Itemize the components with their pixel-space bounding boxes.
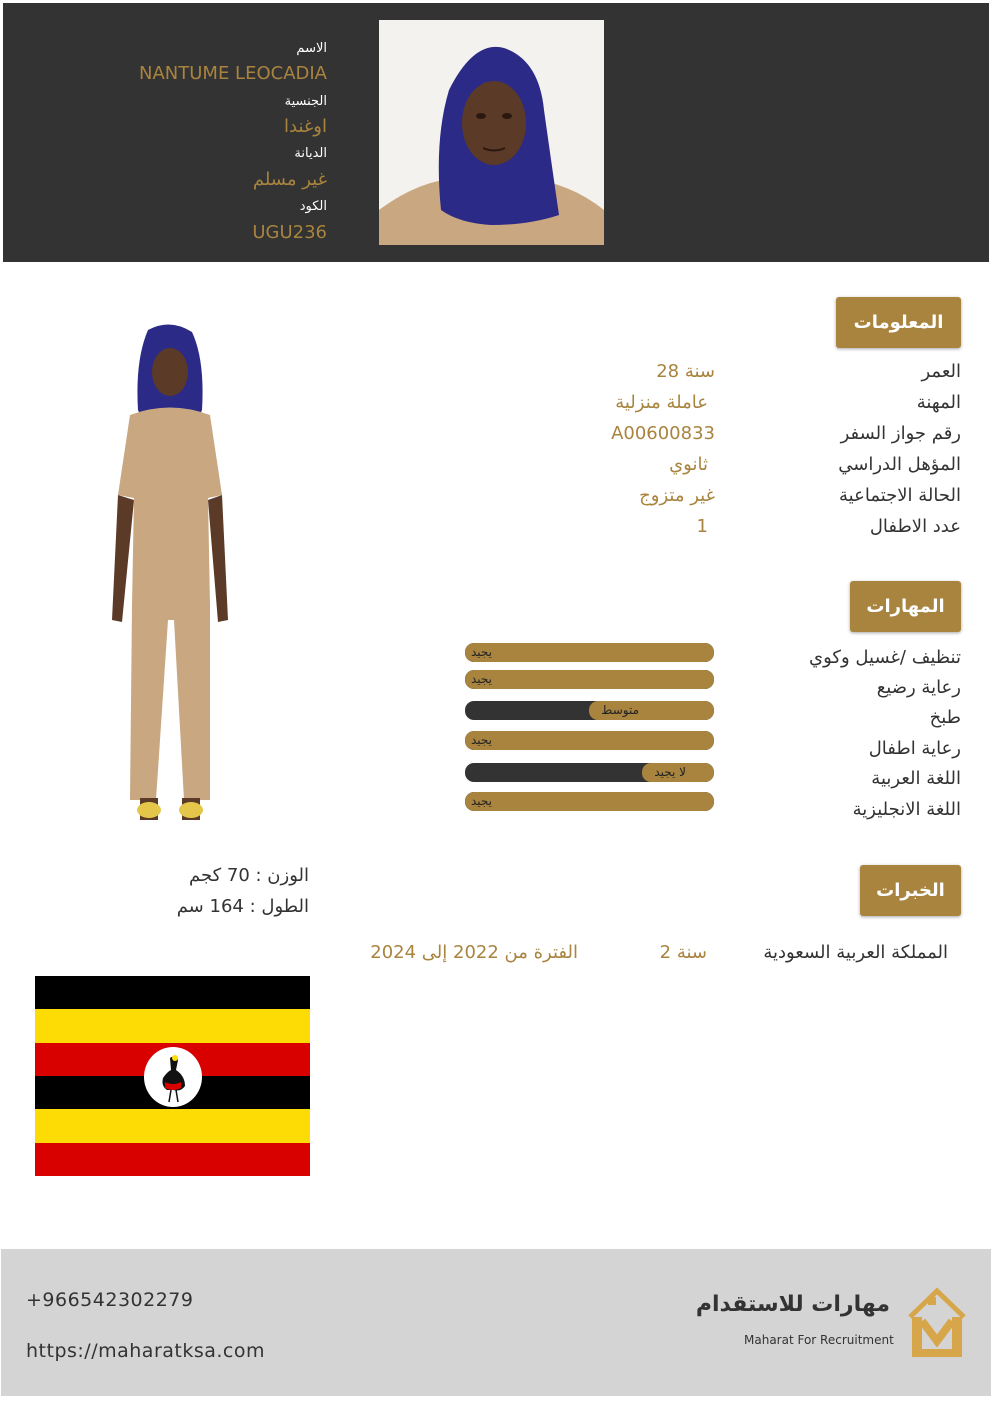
full-body-photo bbox=[100, 320, 240, 830]
age-value: 28 سنة bbox=[656, 361, 715, 382]
name-value: NANTUME LEOCADIA bbox=[139, 63, 327, 84]
flag-stripe bbox=[35, 1109, 310, 1142]
experience-section-title: الخبرات bbox=[860, 865, 961, 916]
flag-stripe bbox=[35, 1143, 310, 1176]
skill-level-text: يجيد bbox=[471, 672, 493, 686]
skill-bar-fill bbox=[465, 643, 714, 662]
skill-label-arabic: اللغة العربية bbox=[871, 768, 961, 789]
skill-label-cooking: طبخ bbox=[929, 707, 961, 728]
skill-level-text: يجيد bbox=[471, 733, 493, 747]
skill-bar-cleaning bbox=[465, 643, 714, 662]
experience-period: الفترة من 2022 إلى 2024 bbox=[370, 942, 578, 963]
skill-bar-cooking bbox=[465, 701, 714, 720]
height-text: الطول : 164 سم bbox=[176, 896, 309, 917]
skill-level-text: يجيد bbox=[471, 794, 493, 808]
education-value: ثانوي bbox=[669, 454, 708, 475]
logo-english-text: Maharat For Recruitment bbox=[744, 1333, 894, 1347]
flag-stripe bbox=[35, 1009, 310, 1042]
website-link[interactable]: https://maharatksa.com bbox=[26, 1340, 266, 1362]
skill-bar-fill bbox=[465, 792, 714, 811]
skill-bar-fill bbox=[465, 731, 714, 750]
skill-bar-fill bbox=[465, 670, 714, 689]
code-label: الكود bbox=[299, 199, 327, 214]
skill-label-infant-care: رعاية رضيع bbox=[876, 677, 961, 698]
skills-section-title: المهارات bbox=[850, 581, 961, 632]
passport-label: رقم جواز السفر bbox=[840, 423, 961, 444]
info-section-title: المعلومات bbox=[836, 297, 961, 348]
children-value: 1 bbox=[696, 516, 708, 537]
age-label: العمر bbox=[921, 361, 961, 382]
weight-text: الوزن : 70 كجم bbox=[189, 865, 309, 886]
skill-bar-arabic bbox=[465, 763, 714, 782]
nationality-value: اوغندا bbox=[284, 116, 327, 137]
skill-label-english: اللغة الانجليزية bbox=[852, 799, 961, 820]
profession-value: عاملة منزلية bbox=[615, 392, 708, 413]
portrait-photo bbox=[379, 20, 604, 245]
uganda-flag bbox=[35, 976, 310, 1176]
experience-duration: 2 سنة bbox=[659, 942, 707, 963]
religion-value: غير مسلم bbox=[252, 169, 327, 190]
logo-arabic-text: مهارات للاستقدام bbox=[695, 1292, 890, 1317]
crane-emblem-icon bbox=[143, 1046, 203, 1108]
marital-label: الحالة الاجتماعية bbox=[839, 485, 961, 506]
skill-bar-infant-care bbox=[465, 670, 714, 689]
religion-label: الديانة bbox=[294, 146, 327, 161]
phone-number: +966542302279 bbox=[26, 1289, 194, 1311]
code-value: UGU236 bbox=[252, 222, 327, 243]
flag-stripe bbox=[35, 976, 310, 1009]
skill-label-cleaning: تنظيف /غسيل وكوي bbox=[809, 647, 961, 668]
skill-level-text: متوسط bbox=[601, 703, 639, 717]
header-bar bbox=[3, 3, 989, 262]
marital-value: غير متزوج bbox=[639, 485, 715, 506]
nationality-label: الجنسية bbox=[284, 94, 327, 109]
skill-bar-childcare bbox=[465, 731, 714, 750]
skill-bar-english bbox=[465, 792, 714, 811]
house-logo-icon bbox=[906, 1287, 968, 1359]
passport-value: A00600833 bbox=[611, 423, 715, 444]
profession-label: المهنة bbox=[916, 392, 961, 413]
company-logo bbox=[695, 1287, 968, 1362]
children-label: عدد الاطفال bbox=[869, 516, 961, 537]
skill-level-text: يجيد bbox=[471, 645, 493, 659]
skill-label-childcare: رعاية اطفال bbox=[868, 738, 961, 759]
education-label: المؤهل الدراسي bbox=[838, 454, 961, 475]
name-label: الاسم bbox=[296, 41, 327, 56]
experience-country: المملكة العربية السعودية bbox=[763, 942, 948, 963]
skill-level-text: لا يجيد bbox=[654, 765, 686, 779]
